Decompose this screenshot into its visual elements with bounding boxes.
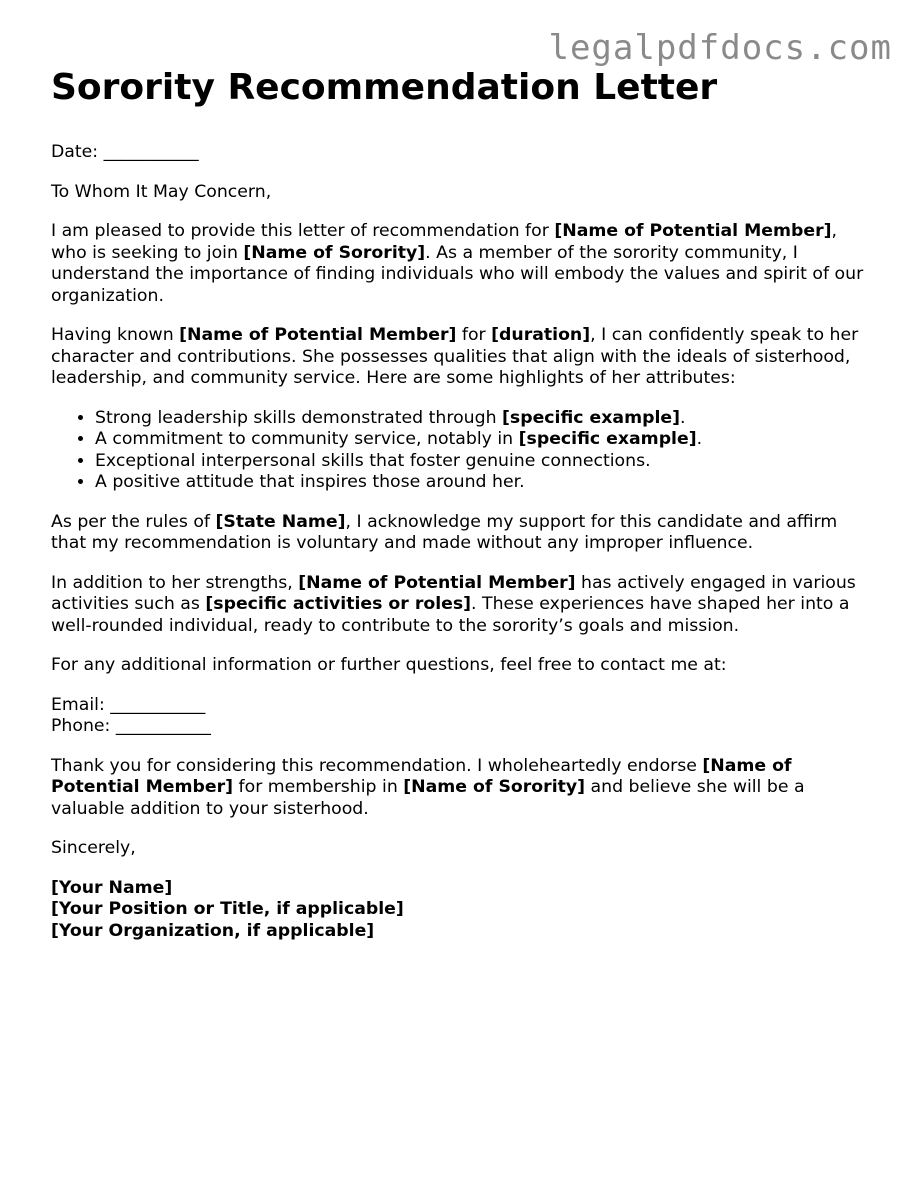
signature-name: [Your Name]: [51, 877, 173, 898]
watermark: legalpdfdocs.com: [548, 28, 892, 68]
text: . As a member of the sorority community, I understand the importance of finding individuals who will embody the values and spirit of our organization.: [51, 242, 864, 306]
list-item: • A positive attitude that inspires those around her.: [95, 472, 871, 494]
email-line: Email: ___________: [51, 694, 206, 715]
signature-block: [51, 878, 871, 943]
text: has actively engaged in various activities such as: [51, 572, 856, 614]
endorsement-paragraph: [51, 756, 871, 821]
phone-line: Phone: ___________: [51, 716, 211, 736]
text: .: [696, 429, 703, 449]
placeholder-sorority-name: [Name of Sorority]: [403, 777, 586, 797]
text: I am pleased to provide this letter of recommendation for: [51, 221, 555, 241]
text: Strong leadership skills demonstrated through: [95, 407, 503, 428]
state-paragraph: [51, 512, 871, 555]
letter-page: [51, 66, 871, 960]
placeholder-member-name: [Name of Potential Member]: [179, 325, 457, 345]
text: In addition to her strengths,: [51, 572, 299, 593]
text: .: [680, 407, 686, 428]
placeholder-example: [specific example]: [502, 407, 680, 428]
placeholder-state-name: [State Name]: [215, 511, 346, 532]
placeholder-member-name: [Name of Potential Member]: [51, 755, 792, 797]
character-paragraph: [51, 325, 871, 390]
list-item: • Exceptional interpersonal skills that foster genuine connections.: [95, 451, 871, 473]
text: . These experiences have shaped her into a well-rounded individual, ready to contribute to the sorority’s goals and mission.: [51, 594, 850, 636]
placeholder-member-name: [Name of Potential Member]: [298, 572, 576, 593]
list-item: [95, 429, 871, 451]
attributes-list: [51, 408, 871, 494]
salutation: To Whom It May Concern,: [51, 181, 272, 202]
text: , I acknowledge my support for this candidate and affirm that my recommendation is voluntary and made without any improper influence.: [51, 511, 838, 553]
text: , I can confidently speak to her character and contributions. She possesses qualities that align with the ideals of sisterhood, leadership, and community service. Here are some highlights of her attributes:: [51, 325, 859, 388]
list-item: [95, 408, 871, 430]
page-title: Sorority Recommendation Letter: [51, 67, 718, 108]
placeholder-activities: [specific activities or roles]: [205, 594, 472, 614]
placeholder-sorority-name: [Name of Sorority]: [243, 242, 426, 263]
text: As per the rules of: [51, 511, 216, 532]
text: for membership in: [233, 777, 404, 797]
signature-organization: [Your Organization, if applicable]: [51, 920, 375, 941]
contact-lines: [51, 695, 871, 738]
text: Thank you for considering this recommendation. I wholeheartedly endorse: [51, 755, 703, 776]
intro-paragraph: [51, 221, 871, 307]
text: for: [456, 325, 492, 345]
signature-position: [Your Position or Title, if applicable]: [51, 899, 404, 919]
activities-paragraph: [51, 573, 871, 638]
date-line: Date: ___________: [51, 142, 199, 162]
placeholder-example: [specific example]: [518, 429, 697, 449]
text: , who is seeking to join: [51, 221, 838, 263]
text: A commitment to community service, notably in: [95, 429, 519, 449]
closing: Sincerely,: [51, 838, 136, 858]
text: and believe she will be a valuable addition to your sisterhood.: [51, 777, 805, 819]
contact-paragraph: For any additional information or further questions, feel free to contact me at:: [51, 655, 727, 675]
placeholder-member-name: [Name of Potential Member]: [554, 221, 832, 241]
placeholder-duration: [duration]: [491, 325, 591, 345]
text: Having known: [51, 325, 180, 345]
